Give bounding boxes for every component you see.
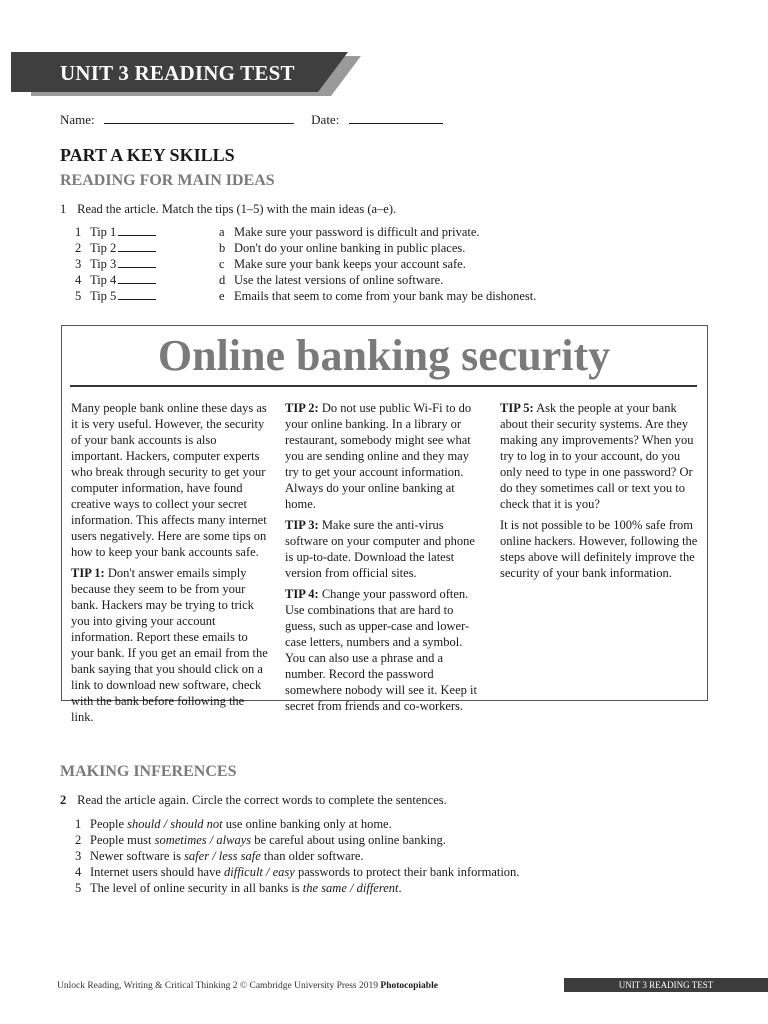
- tip-item: [75, 272, 156, 288]
- tip-3-paragraph: [285, 517, 483, 581]
- tip-label: Tip 3: [90, 257, 117, 271]
- instruction-1: [60, 202, 396, 217]
- idea-text: Make sure your password is difficult and private.: [234, 225, 480, 239]
- tip-1-label: TIP 1:: [71, 566, 105, 580]
- sentence-text: passwords to protect their bank information.: [294, 865, 520, 879]
- article-column-2: [285, 400, 483, 719]
- tip-4-label: TIP 4:: [285, 587, 319, 601]
- tip-1-text: Don't answer emails simply because they seem to be from your bank. Hackers may be trying to trick you into giving your account information. Report these emails to your bank. If you get an email from the bank saying that you should click on a link to download new software, check with the bank before following the link.: [71, 566, 268, 724]
- sentence-text: Newer software is: [90, 849, 185, 863]
- sentence-number: 2: [75, 833, 82, 847]
- answer-blank[interactable]: [118, 241, 156, 252]
- tip-3-text: Make sure the anti-virus software on your computer and phone is up-to-date. Download the latest version from official sites.: [285, 518, 475, 580]
- instruction-text: Read the article again. Circle the correct words to complete the sentences.: [77, 793, 447, 807]
- word-choice[interactable]: safer / less safe: [184, 849, 261, 863]
- sentence-text: than older software.: [260, 849, 364, 863]
- inference-sentences: [75, 816, 519, 896]
- article-title: Online banking security: [157, 331, 611, 380]
- word-choice[interactable]: the same / different: [302, 881, 399, 895]
- footer-unit-tag: UNIT 3 READING TEST: [564, 978, 768, 992]
- tip-3-label: TIP 3:: [285, 518, 319, 532]
- tip-item: [75, 240, 156, 256]
- tip-number: 2: [75, 241, 82, 255]
- name-label: Name:: [60, 112, 95, 127]
- sentence-text: .: [398, 881, 402, 895]
- idea-item: [219, 288, 536, 304]
- idea-letter: d: [219, 273, 226, 287]
- idea-item: [219, 240, 536, 256]
- tip-4-text: Change your password often. Use combinations that are hard to guess, such as upper-case and lower-case letters, numbers and a symbol. You can also use a phrase and a number. Record the password somewhere nobody will see it. Keep it secret from friends and co-workers.: [285, 587, 477, 713]
- idea-text: Emails that seem to come from your bank may be dishonest.: [234, 289, 537, 303]
- tip-2-paragraph: [285, 400, 483, 512]
- tip-5-paragraph: [500, 400, 698, 512]
- sentence-number: 3: [75, 849, 82, 863]
- sentence-item: [75, 832, 519, 848]
- copyright-footer: [57, 981, 438, 991]
- idea-text: Make sure your bank keeps your account safe.: [234, 257, 466, 271]
- article-conclusion: It is not possible to be 100% safe from online hackers. However, following the steps above will definitely improve the security of your bank information.: [500, 518, 698, 580]
- section-title-inferences: MAKING INFERENCES: [60, 763, 237, 780]
- tip-label: Tip 5: [90, 289, 117, 303]
- sentence-number: 5: [75, 881, 82, 895]
- tip-label: Tip 2: [90, 241, 117, 255]
- idea-letter: e: [219, 289, 225, 303]
- sentence-text: use online banking only at home.: [222, 817, 392, 831]
- tip-item: [75, 224, 156, 240]
- idea-letter: b: [219, 241, 226, 255]
- tip-label: Tip 1: [90, 225, 117, 239]
- tip-1-paragraph: [71, 565, 269, 725]
- tip-label: Tip 4: [90, 273, 117, 287]
- answer-blank[interactable]: [118, 273, 156, 284]
- idea-item: [219, 272, 536, 288]
- idea-text: Use the latest versions of online software.: [234, 273, 444, 287]
- tip-number: 1: [75, 225, 82, 239]
- instruction-text: Read the article. Match the tips (1–5) with the main ideas (a–e).: [77, 202, 397, 216]
- name-field[interactable]: [104, 111, 294, 124]
- instruction-2: [60, 793, 447, 808]
- idea-letter: a: [219, 225, 225, 239]
- header-banner: [11, 52, 361, 100]
- sentence-text: People: [90, 817, 128, 831]
- date-field[interactable]: [349, 111, 443, 124]
- sentence-text: The level of online security in all banks is: [90, 881, 303, 895]
- tip-5-text: Ask the people at your bank about their security systems. Are they making any improvements? When you try to log in to your account, do you only need to type in one password? Or do they sometimes call or text you to check that it is you?: [500, 401, 694, 511]
- copyright-text: Unlock Reading, Writing & Critical Thinking 2 © Cambridge University Press 2019: [57, 981, 381, 991]
- word-choice[interactable]: should / should not: [127, 817, 223, 831]
- article-column-3: [500, 400, 698, 586]
- photocopiable-label: Photocopiable: [380, 981, 438, 991]
- sentence-number: 4: [75, 865, 82, 879]
- sentence-item: [75, 816, 519, 832]
- tip-4-paragraph: [285, 586, 483, 714]
- tip-item: [75, 288, 156, 304]
- tip-2-label: TIP 2:: [285, 401, 319, 415]
- idea-item: [219, 256, 536, 272]
- instruction-number: 1: [60, 202, 67, 216]
- section-title-main-ideas: READING FOR MAIN IDEAS: [60, 172, 275, 189]
- tip-number: 4: [75, 273, 82, 287]
- sentence-text: be careful about using online banking.: [251, 833, 446, 847]
- answer-blank[interactable]: [118, 225, 156, 236]
- article-intro: Many people bank online these days as it is very useful. However, the security of your bank accounts is also important. Hackers, computer experts who break through security to get your computer information, have found creative ways to collect your secret information. This affects many internet users negatively. Here are some tips on how to keep your bank accounts safe.: [71, 401, 267, 559]
- date-label: Date:: [311, 112, 340, 127]
- part-title: PART A KEY SKILLS: [60, 145, 235, 165]
- tip-number: 5: [75, 289, 82, 303]
- tip-2-text: Do not use public Wi-Fi to do your online banking. In a library or restaurant, somebody might see what you are sending online and they may try to get your account information. Always do your online banking at home.: [285, 401, 472, 511]
- unit-title: UNIT 3 READING TEST: [60, 61, 295, 85]
- sentence-number: 1: [75, 817, 82, 831]
- article-column-1: [71, 400, 269, 730]
- tips-list: [75, 224, 156, 304]
- word-choice[interactable]: difficult / easy: [224, 865, 295, 879]
- title-divider: [70, 385, 697, 387]
- tip-item: [75, 256, 156, 272]
- idea-item: [219, 224, 536, 240]
- student-info-row: [60, 111, 443, 128]
- sentence-item: [75, 880, 519, 896]
- sentence-item: [75, 864, 519, 880]
- sentence-item: [75, 848, 519, 864]
- tip-5-label: TIP 5:: [500, 401, 534, 415]
- tip-number: 3: [75, 257, 82, 271]
- instruction-number: 2: [60, 793, 67, 807]
- sentence-text: Internet users should have: [90, 865, 224, 879]
- idea-letter: c: [219, 257, 225, 271]
- idea-text: Don't do your online banking in public places.: [234, 241, 466, 255]
- answer-blank[interactable]: [118, 289, 156, 300]
- sentence-text: People must: [90, 833, 155, 847]
- word-choice[interactable]: sometimes / always: [154, 833, 252, 847]
- answer-blank[interactable]: [118, 257, 156, 268]
- main-ideas-list: [219, 224, 536, 304]
